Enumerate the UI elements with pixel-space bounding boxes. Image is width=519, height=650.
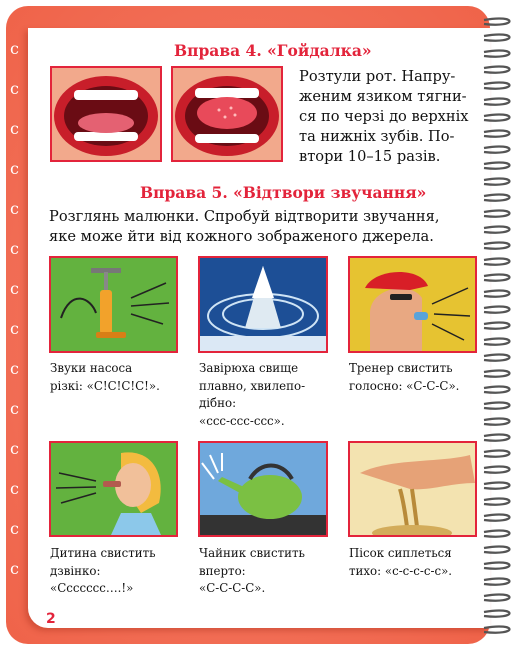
frame-swirl-decoration: ϲ ϲ ϲ ϲ ϲ ϲ ϲ ϲ ϲ ϲ ϲ ϲ ϲ ϲ xyxy=(10,39,19,578)
binding-ring xyxy=(484,418,510,424)
binding-ring xyxy=(484,290,510,296)
binding-ring xyxy=(484,274,510,280)
binding-ring xyxy=(484,322,510,328)
binding-ring xyxy=(484,466,510,472)
exercise4-text xyxy=(299,67,469,167)
binding-ring xyxy=(484,562,510,568)
sand-image xyxy=(348,441,477,537)
exercise5-title: Вправа 5. «Відтвори звучання» xyxy=(140,183,427,202)
caption-line: Пісок сиплеться xyxy=(349,546,452,560)
binding-ring xyxy=(484,34,510,40)
binding-ring xyxy=(484,594,510,600)
exercise4-line: женим язиком тягни- xyxy=(299,88,467,105)
binding-ring xyxy=(484,178,510,184)
binding-ring xyxy=(484,162,510,168)
caption-line: голосно: «С-С-С». xyxy=(349,378,460,393)
coach-image xyxy=(348,256,477,353)
caption-line: Тренер свистить xyxy=(349,361,453,375)
binding-ring xyxy=(484,434,510,440)
caption-line: дзвінко: xyxy=(50,563,101,578)
caption-line: дібно: xyxy=(199,396,237,410)
binding-ring xyxy=(484,242,510,248)
binding-ring xyxy=(484,226,510,232)
child-caption xyxy=(50,545,190,598)
mouth-tongue-icon xyxy=(173,68,281,160)
mouth-photo-2 xyxy=(171,66,283,162)
binding-ring xyxy=(484,306,510,312)
binding-ring xyxy=(484,66,510,72)
pump-caption xyxy=(50,360,190,395)
binding-ring xyxy=(484,258,510,264)
binding-ring xyxy=(484,18,510,24)
caption-line: плавно, хвилепо- xyxy=(199,378,306,393)
binding-ring xyxy=(484,82,510,88)
binding-ring xyxy=(484,50,510,56)
binding-ring xyxy=(484,626,510,632)
binding-ring xyxy=(484,146,510,152)
caption-line: «С-С-С-С». xyxy=(199,581,266,595)
binding-ring xyxy=(484,98,510,104)
exercise5-line: яке може йти від кожного зображеного джерела. xyxy=(49,228,434,245)
pump-icon xyxy=(51,258,176,351)
binding-ring xyxy=(484,546,510,552)
binding-ring xyxy=(484,194,510,200)
caption-line: тихо: «с-с-с-с-с». xyxy=(349,563,453,578)
binding-ring xyxy=(484,210,510,216)
exercise4-line: втори 10–15 разів. xyxy=(299,148,441,165)
coach-whistle-icon xyxy=(350,258,475,351)
caption-line: Чайник свистить xyxy=(199,546,305,560)
binding-ring xyxy=(484,114,510,120)
binding-ring xyxy=(484,386,510,392)
blizzard-tree-icon xyxy=(200,258,326,351)
exercise5-text xyxy=(49,207,479,247)
coach-caption xyxy=(349,360,484,395)
caption-line: Дитина свистить xyxy=(50,546,156,560)
sand-hand-icon xyxy=(350,443,475,535)
caption-line: різкі: «С!С!С!С!». xyxy=(50,378,160,393)
kettle-icon xyxy=(200,443,326,535)
binding-ring xyxy=(484,130,510,136)
blizzard-caption xyxy=(199,360,339,430)
exercise4-title: Вправа 4. «Гойдалка» xyxy=(174,41,372,60)
mouth-open-icon xyxy=(52,68,160,160)
pump-image xyxy=(49,256,178,353)
page-number: 2 xyxy=(46,611,56,627)
binding-ring xyxy=(484,530,510,536)
caption-line: «Ссссссс….!» xyxy=(50,581,134,595)
caption-line: вперто: xyxy=(199,563,246,578)
sand-caption xyxy=(349,545,484,580)
binding-ring xyxy=(484,482,510,488)
exercise4-line: та нижніх зубів. По- xyxy=(299,128,455,145)
child-whistle-icon xyxy=(51,443,176,535)
caption-line: Завірюха свище xyxy=(199,361,299,375)
exercise4-line: ся по черзі до верхніх xyxy=(299,108,469,125)
binding-ring xyxy=(484,354,510,360)
binding-ring xyxy=(484,338,510,344)
binding-ring xyxy=(484,578,510,584)
spiral-binding-icon xyxy=(478,0,519,650)
blizzard-image xyxy=(198,256,328,353)
kettle-image xyxy=(198,441,328,537)
binding-ring xyxy=(484,498,510,504)
kettle-caption xyxy=(199,545,339,598)
binding-ring xyxy=(484,370,510,376)
exercise5-line: Розглянь малюнки. Спробуй відтворити звучання, xyxy=(49,208,440,225)
caption-line: Звуки насоса xyxy=(50,361,133,375)
binding-ring xyxy=(484,610,510,616)
child-image xyxy=(49,441,178,537)
binding-ring xyxy=(484,450,510,456)
mouth-photo-1 xyxy=(50,66,162,162)
binding-ring xyxy=(484,402,510,408)
exercise4-line: Розтули рот. Напру- xyxy=(299,68,456,85)
binding-ring xyxy=(484,514,510,520)
caption-line: «ссс-ссс-ссс». xyxy=(199,413,285,428)
